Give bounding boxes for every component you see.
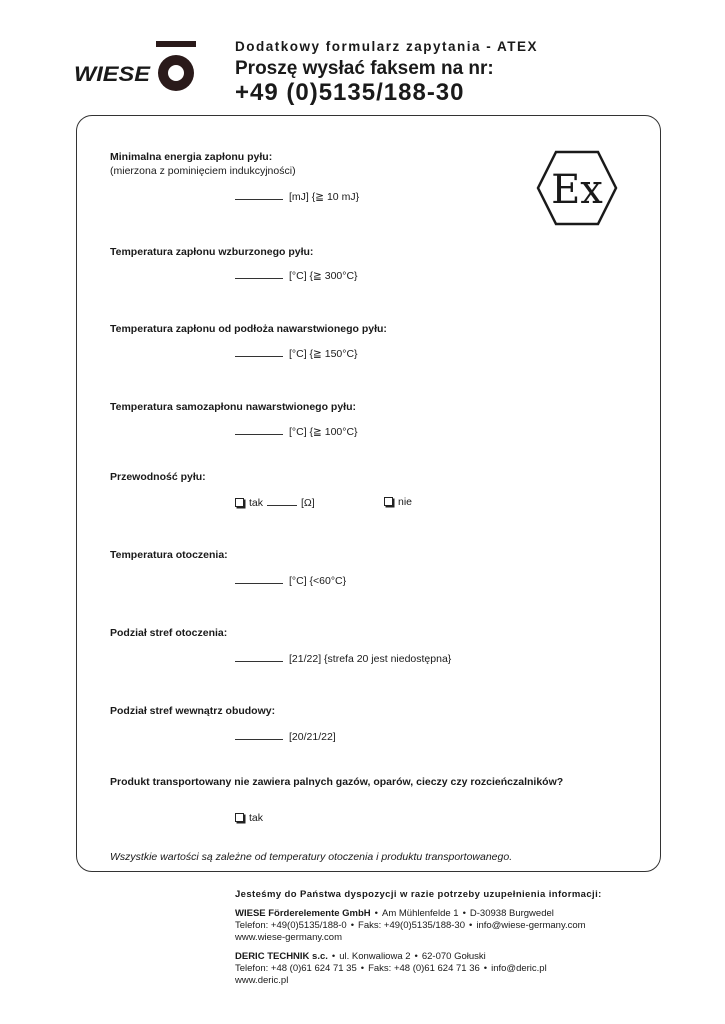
form-title: Dodatkowy formularz zapytania - ATEX xyxy=(235,39,539,54)
unit-label: [°C] {≧ 300°C} xyxy=(289,270,358,282)
ambient-zones-label: Podział stref otoczenia: xyxy=(110,627,228,639)
unit-label: [°C] {≧ 100°C} xyxy=(289,426,358,438)
wiese-phone: Telefon: +49(0)5135/188-0 xyxy=(235,920,347,931)
ignition-temp-whirled-answer xyxy=(235,269,358,282)
deric-address-line: DERIC TECHNIK s.c. • ul. Konwaliowa 2 • 62-070 Gołuski xyxy=(235,951,486,962)
ambient-temp-answer xyxy=(235,574,346,587)
deric-email[interactable]: info@deric.pl xyxy=(491,963,547,974)
self-ignition-temp-input[interactable] xyxy=(235,425,283,435)
no-flammables-yes-checkbox[interactable] xyxy=(235,813,244,822)
no-flammables-question: Produkt transportowany nie zawiera palnych gazów, oparów, cieczy czy rozcieńczalników? xyxy=(110,776,564,788)
wiese-fax: Faks: +49(0)5135/188-30 xyxy=(358,920,465,931)
footer-intro: Jesteśmy do Państwa dyspozycji w razie potrzeby uzupełnienia informacji: xyxy=(235,889,602,900)
atex-hexagon-icon xyxy=(536,150,618,226)
wiese-contact-line: Telefon: +49(0)5135/188-0 • Faks: +49(0)5135/188-30 • info@wiese-germany.com xyxy=(235,920,586,931)
ignition-temp-whirled-label: Temperatura zapłonu wzburzonego pyłu: xyxy=(110,246,314,258)
min-ignition-energy-input[interactable] xyxy=(235,190,283,200)
wiese-city: D-30938 Burgwedel xyxy=(469,908,554,919)
deric-company-name: DERIC TECHNIK s.c. xyxy=(235,951,328,962)
min-ignition-energy-sublabel: (mierzona z pominięciem indukcyjności) xyxy=(110,165,296,177)
conductivity-yes-checkbox[interactable] xyxy=(235,498,244,507)
dust-conductivity-no xyxy=(384,496,412,508)
ambient-temp-input[interactable] xyxy=(235,574,283,584)
footnote: Wszystkie wartości są zależne od temperatury otoczenia i produktu transportowanego. xyxy=(110,851,513,863)
ignition-temp-layer-input[interactable] xyxy=(235,347,283,357)
ignition-temp-layer-label: Temperatura zapłonu od podłoża nawarstwionego pyłu: xyxy=(110,323,387,335)
wiese-company-name: WIESE Förderelemente GmbH xyxy=(235,908,371,919)
internal-zones-label: Podział stref wewnątrz obudowy: xyxy=(110,705,276,717)
min-ignition-energy-answer xyxy=(235,190,359,203)
dust-conductivity-answer xyxy=(235,496,315,509)
ignition-temp-layer-answer xyxy=(235,347,358,360)
wiese-website[interactable]: www.wiese-germany.com xyxy=(235,932,342,943)
conductivity-value-input[interactable] xyxy=(267,496,297,506)
deric-street: ul. Konwaliowa 2 xyxy=(339,951,411,962)
dust-conductivity-label: Przewodność pyłu: xyxy=(110,471,206,483)
unit-label: [21/22] {strefa 20 jest niedostępna} xyxy=(289,653,452,665)
ignition-temp-whirled-input[interactable] xyxy=(235,269,283,279)
fax-number: +49 (0)5135/188-30 xyxy=(235,79,465,106)
self-ignition-temp-answer xyxy=(235,425,358,438)
deric-phone: Telefon: +48 (0)61 624 71 35 xyxy=(235,963,357,974)
unit-label: [20/21/22] xyxy=(289,731,336,743)
yes-label: tak xyxy=(249,497,264,509)
wiese-email[interactable]: info@wiese-germany.com xyxy=(476,920,586,931)
deric-fax: Faks: +48 (0)61 624 71 36 xyxy=(368,963,480,974)
ambient-zones-answer xyxy=(235,652,451,665)
min-ignition-energy-label: Minimalna energia zapłonu pyłu: xyxy=(110,151,273,163)
fax-instruction: Proszę wysłać faksem na nr: xyxy=(235,58,494,79)
unit-label: [Ω] xyxy=(301,497,315,509)
no-label: nie xyxy=(398,496,413,508)
logo-text: WIESE xyxy=(74,63,152,86)
no-flammables-answer xyxy=(235,812,263,824)
form-frame xyxy=(76,115,661,872)
ex-text: Ex xyxy=(551,167,603,213)
ambient-temp-label: Temperatura otoczenia: xyxy=(110,549,228,561)
unit-label: [°C] {≧ 150°C} xyxy=(289,348,358,360)
conductivity-no-checkbox[interactable] xyxy=(384,497,393,506)
yes-label: tak xyxy=(249,812,264,824)
unit-label: [mJ] {≧ 10 mJ} xyxy=(289,191,360,203)
ambient-zones-input[interactable] xyxy=(235,652,283,662)
self-ignition-temp-label: Temperatura samozapłonu nawarstwionego pyłu: xyxy=(110,401,357,413)
internal-zones-input[interactable] xyxy=(235,730,283,740)
deric-city: 62-070 Gołuski xyxy=(421,951,486,962)
deric-contact-line: Telefon: +48 (0)61 624 71 35 • Faks: +48 (0)61 624 71 36 • info@deric.pl xyxy=(235,963,547,974)
internal-zones-answer xyxy=(235,730,336,743)
wiese-street: Am Mühlenfelde 1 xyxy=(382,908,459,919)
deric-website[interactable]: www.deric.pl xyxy=(235,975,289,986)
unit-label: [°C] {<60°C} xyxy=(289,575,347,587)
wiese-logo xyxy=(72,38,202,96)
wiese-address-line: WIESE Förderelemente GmbH • Am Mühlenfelde 1 • D-30938 Burgwedel xyxy=(235,908,554,919)
